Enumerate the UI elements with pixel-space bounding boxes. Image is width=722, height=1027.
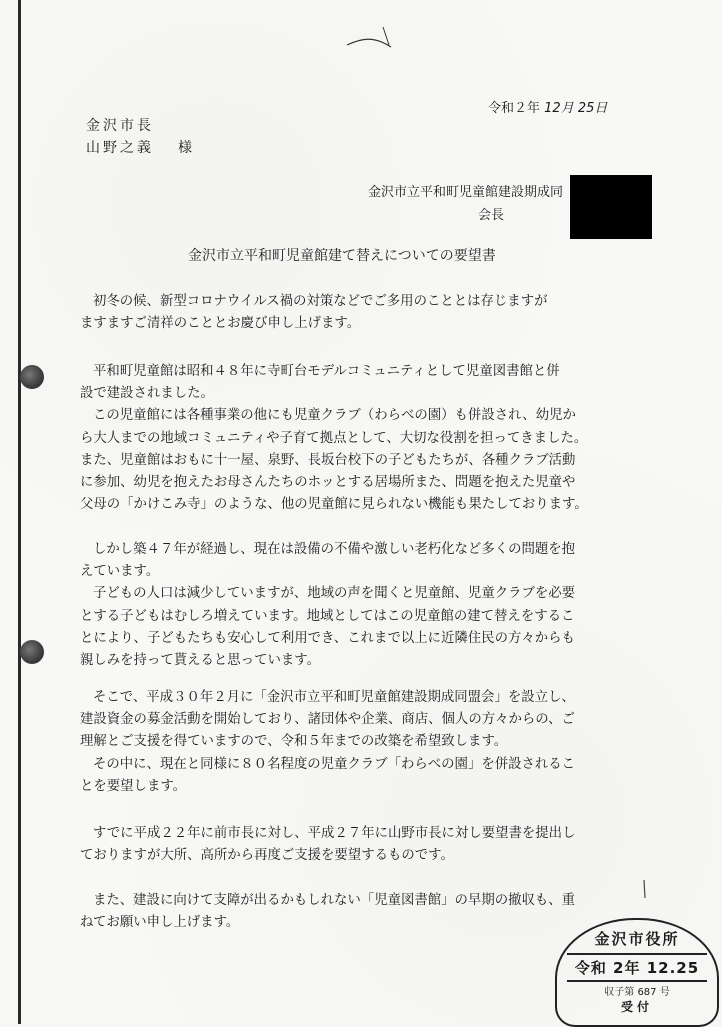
binding-line bbox=[18, 0, 21, 1024]
addressee-name: 山野之義 bbox=[86, 140, 154, 156]
body-line: また、建設に向けて支障が出るかもしれない「児童図書館」の早期の撤収も、重 bbox=[93, 893, 576, 908]
body-line: 設で建設されました。 bbox=[80, 386, 214, 402]
body-line: ておりますが大所、高所から再度ご支援を要望するものです。 bbox=[80, 848, 454, 864]
body-paragraph bbox=[80, 291, 620, 335]
stamp-office: 金沢市役所 bbox=[594, 930, 680, 948]
body-line: 子どもの人口は減少していますが、地域の声を聞くと児童館、児童クラブを必要 bbox=[93, 586, 576, 602]
body-paragraph bbox=[80, 539, 620, 672]
body-paragraph bbox=[80, 687, 620, 798]
body-line: すでに平成２２年に前市長に対し、平成２７年に山野市長に対し要望書を提出し bbox=[93, 826, 576, 841]
letter-date bbox=[488, 97, 607, 116]
addressee-honorific: 様 bbox=[178, 140, 195, 156]
body-line: 理解とご支援を得ていますので、令和５年までの改築を希望致します。 bbox=[80, 734, 508, 750]
addressee-line bbox=[86, 137, 195, 157]
sender-title: 会長 bbox=[478, 208, 505, 223]
body-line: 初冬の候、新型コロナウイルス禍の対策などでご多用のこととは存じますが bbox=[93, 294, 548, 309]
body-line: に参加、幼児を抱えたお母さんたちのホッとする居場所また、問題を抱えた児童や bbox=[80, 475, 576, 491]
body-paragraph bbox=[80, 361, 620, 516]
body-line: その中に、現在と同様に８０名程度の児童クラブ「わらべの園」を併設されるこ bbox=[93, 756, 576, 772]
stamp-received: 受付 bbox=[620, 1000, 653, 1014]
body-line: とを要望します。 bbox=[80, 778, 187, 794]
date-era: 令和２年 bbox=[488, 101, 541, 116]
body-line: 親しみを持って貰えると思っています。 bbox=[80, 653, 320, 669]
body-line: 建設資金の募金活動を開始しており、諸団体や企業、商店、個人の方々からの、ご bbox=[80, 712, 575, 728]
body-line: とにより、子どもたちも安心して利用でき、これまで以上に近隣住民の方々からも bbox=[80, 630, 575, 646]
receipt-stamp bbox=[555, 918, 719, 1027]
body-line: とする子どもはむしろ増えています。地域としてはこの児童館の建て替えをするこ bbox=[80, 608, 575, 624]
body-line: えています。 bbox=[80, 564, 160, 580]
redaction-block bbox=[570, 175, 652, 239]
body-line: 平和町児童館は昭和４８年に寺町台モデルコミュニティとして児童図書館と併 bbox=[93, 364, 560, 379]
punch-hole bbox=[20, 640, 44, 664]
body-paragraph bbox=[80, 890, 620, 934]
pen-mark bbox=[345, 25, 395, 49]
body-line: ますますご清祥のこととお慶び申し上げます。 bbox=[80, 316, 361, 332]
body-line: この児童館には各種事業の他にも児童クラブ（わらべの園）も併設され、幼児か bbox=[93, 408, 576, 424]
sender-organization: 金沢市立平和町児童館建設期成同 bbox=[368, 185, 564, 200]
body-line: しかし築４７年が経過し、現在は設備の不備や激しい老朽化など多くの問題を抱 bbox=[93, 542, 576, 557]
stamp-date: 令和 2年 12.25 bbox=[574, 959, 700, 977]
document-title: 金沢市立平和町児童館建て替えについての要望書 bbox=[188, 248, 496, 264]
body-paragraph bbox=[80, 823, 620, 867]
stamp-divider bbox=[567, 953, 707, 955]
body-line: また、児童館はおもに十一屋、泉野、長坂台校下の子どもたちが、各種クラブ活動 bbox=[80, 452, 576, 468]
body-line: ら大人までの地域コミュニティや子育て拠点として、大切な役割を担ってきました。 bbox=[80, 430, 588, 446]
stamp-receipt-number: 収子第 687 号 bbox=[604, 987, 670, 998]
body-line: 父母の「かけこみ寺」のような、他の児童館に見られない機能も果たしております。 bbox=[80, 497, 588, 513]
body-line: そこで、平成３０年２月に「金沢市立平和町児童館建設期成同盟会」を設立し、 bbox=[93, 690, 575, 705]
stamp-divider bbox=[567, 980, 707, 982]
addressee-title: 金沢市長 bbox=[86, 118, 154, 134]
punch-hole bbox=[20, 365, 44, 389]
date-month-day: 12月 25日 bbox=[544, 101, 608, 116]
body-line: ねてお願い申し上げます。 bbox=[80, 915, 240, 931]
pen-mark bbox=[640, 878, 650, 900]
